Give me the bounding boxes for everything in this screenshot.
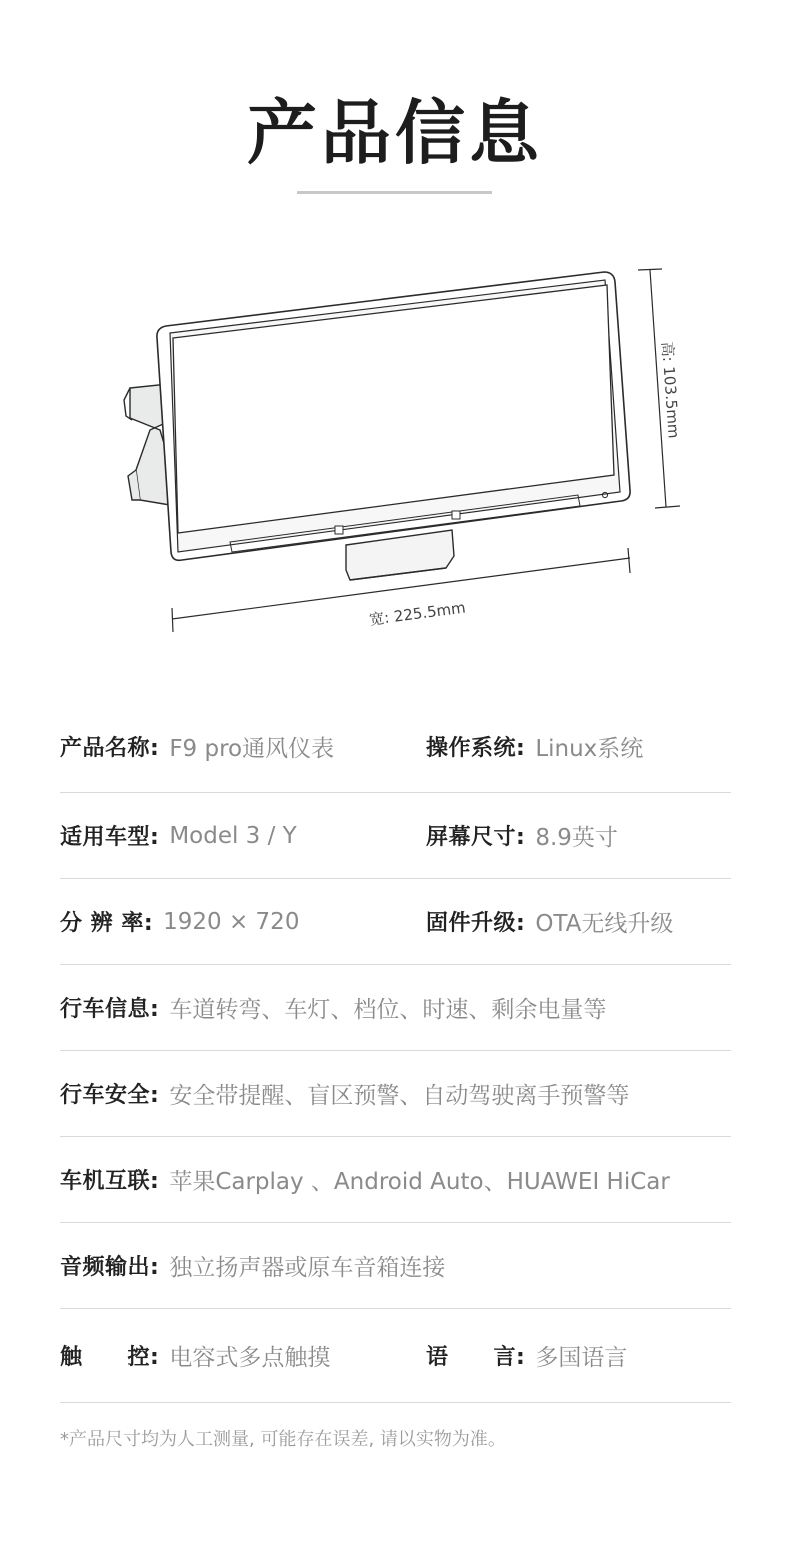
spec-label: 触 控: [60, 1345, 160, 1370]
spec-value: Linux系统 [535, 735, 644, 762]
page-title: 产品信息 [247, 92, 543, 174]
spec-value: 1920 × 720 [163, 908, 300, 935]
spec-row [60, 1051, 731, 1137]
spec-row [60, 1137, 731, 1223]
screen-stand [346, 530, 454, 580]
spec-label: 语 言: [426, 1345, 526, 1370]
spec-row [60, 793, 731, 879]
spec-row [60, 1223, 731, 1309]
spec-label: 行车信息: [60, 997, 160, 1022]
spec-value: 安全带提醒、盲区预警、自动驾驶离手预警等 [169, 1083, 630, 1109]
spec-table [60, 700, 731, 1403]
spec-label: 车机互联: [60, 1169, 160, 1194]
spec-row [60, 700, 731, 793]
spec-value: 电容式多点触摸 [169, 1345, 331, 1371]
height-label: 高: 103.5mm [658, 341, 683, 440]
product-dimension-illustration [0, 230, 790, 650]
spec-label: 适用车型: [60, 825, 160, 850]
spec-value: OTA无线升级 [535, 911, 674, 937]
spec-label: 分 辨 率: [60, 911, 154, 936]
spec-value: 8.9英寸 [535, 825, 618, 851]
spec-value: 独立扬声器或原车音箱连接 [169, 1255, 446, 1281]
spec-label: 固件升级: [426, 911, 526, 936]
spec-label: 行车安全: [60, 1083, 160, 1108]
spec-label: 产品名称: [60, 735, 160, 761]
spec-row [60, 1309, 731, 1403]
width-label: 宽: 225.5mm [368, 598, 467, 629]
spec-value: Model 3 / Y [169, 822, 297, 849]
spec-label: 操作系统: [426, 735, 526, 761]
spec-value: 车道转弯、车灯、档位、时速、剩余电量等 [169, 997, 607, 1023]
disclaimer-note: *产品尺寸均为人工测量, 可能存在误差, 请以实物为准。 [60, 1429, 506, 1450]
spec-label: 屏幕尺寸: [426, 825, 526, 850]
spec-value: 多国语言 [535, 1345, 628, 1371]
spec-value: F9 pro通风仪表 [169, 735, 335, 762]
title-underline [297, 191, 492, 194]
spec-value: 苹果Carplay 、Android Auto、HUAWEI HiCar [169, 1169, 670, 1195]
spec-row [60, 879, 731, 965]
spec-row [60, 965, 731, 1051]
spec-label: 音频输出: [60, 1255, 160, 1280]
